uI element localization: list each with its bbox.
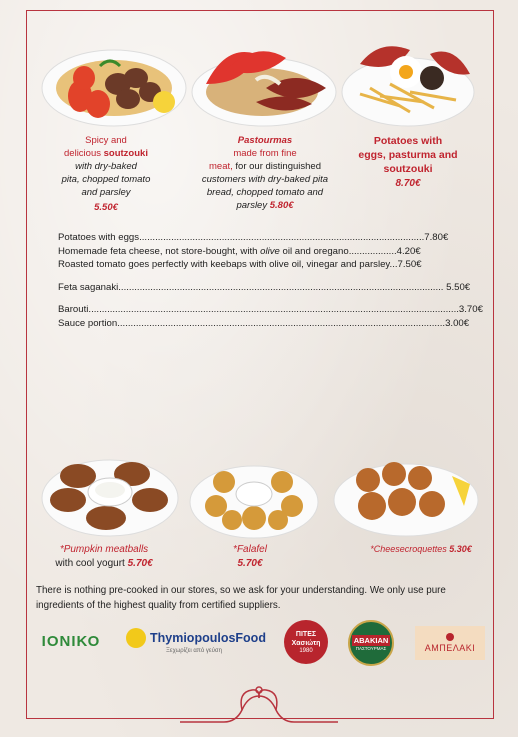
- falafel-caption: *Falafel 5.70€: [233, 544, 267, 569]
- pumpkin-meatballs-plate-image: [40, 452, 180, 538]
- abakian-logo: ΑΒΑΚΙΑΝ ΠΑΣΤΟΥΡΜΑΣ: [348, 620, 394, 666]
- potatoes-eggs-plate-image: [340, 34, 476, 128]
- thymiopoulos-logo: ThymiopoulosFood Ξεχωρίζει από γεύση: [126, 626, 266, 656]
- menu-list: [58, 231, 483, 330]
- footer-note: There is nothing pre-cooked in our stores, so we ask for your understanding. We only use pure ingredients of the highest quality from certified suppliers.: [36, 585, 446, 611]
- ampelaki-logo: ΑΜΠΕΛΑΚΙ: [415, 626, 485, 660]
- pastourmas-caption: Pastourmas made from fine meat, for our distinguished customers with dry-baked pita bread, chopped tomato and parsley 5.80€: [201, 135, 329, 211]
- cheesecroquettes-price: 5.30€: [449, 544, 472, 554]
- menu-item: Barouti...........................................................................................................................................3.70€: [58, 304, 483, 315]
- falafel-plate-image: [188, 460, 322, 540]
- decorative-flourish: [180, 664, 338, 724]
- soutzouki-caption: Spicy and delicious soutzouki with dry-baked pita, chopped tomato and parsley 5.50€: [61, 135, 151, 213]
- cheesecroquettes-caption: *Cheesecroquettes 5.30€: [370, 544, 472, 554]
- menu-item: Sauce portion...........................................................................................................................3.00€: [58, 317, 470, 329]
- menu-item: Homemade feta cheese, not store-bought, with olive oil and oregano..................4.20€: [58, 245, 421, 257]
- menu-item: Feta saganaki.......................................................................................................................... 5.50€: [58, 281, 471, 293]
- potatoes-caption: Potatoes with eggs, pasturma and soutzouki 8.70€: [358, 135, 458, 189]
- pastourmas-plate-image: [186, 40, 338, 128]
- menu-item: Potatoes with eggs...........................................................................................................7.80€: [58, 232, 449, 243]
- falafel-price: 5.70€: [237, 558, 263, 569]
- pastourmas-price: 5.80€: [269, 200, 294, 211]
- soutzouki-price: 5.50€: [94, 202, 118, 213]
- pumpkin-price: 5.70€: [127, 558, 153, 569]
- potatoes-price: 8.70€: [395, 178, 421, 189]
- thymiopoulos-icon: [126, 628, 146, 648]
- cheesecroquettes-plate-image: [332, 456, 482, 538]
- soutzouki-plate-image: [40, 44, 188, 128]
- menu-item: Roasted tomato goes perfectly with keebaps with olive oil, vinegar and parsley...7.50€: [58, 259, 422, 270]
- pites-xasioti-logo: ΠΙΤΕΣ Χασιώτη 1980: [284, 620, 328, 664]
- pumpkin-caption: *Pumpkin meatballs with cool yogurt 5.70€: [55, 544, 153, 569]
- ioniko-logo: ΙΟΝΙΚΟ: [41, 632, 101, 650]
- grape-icon: [446, 633, 454, 641]
